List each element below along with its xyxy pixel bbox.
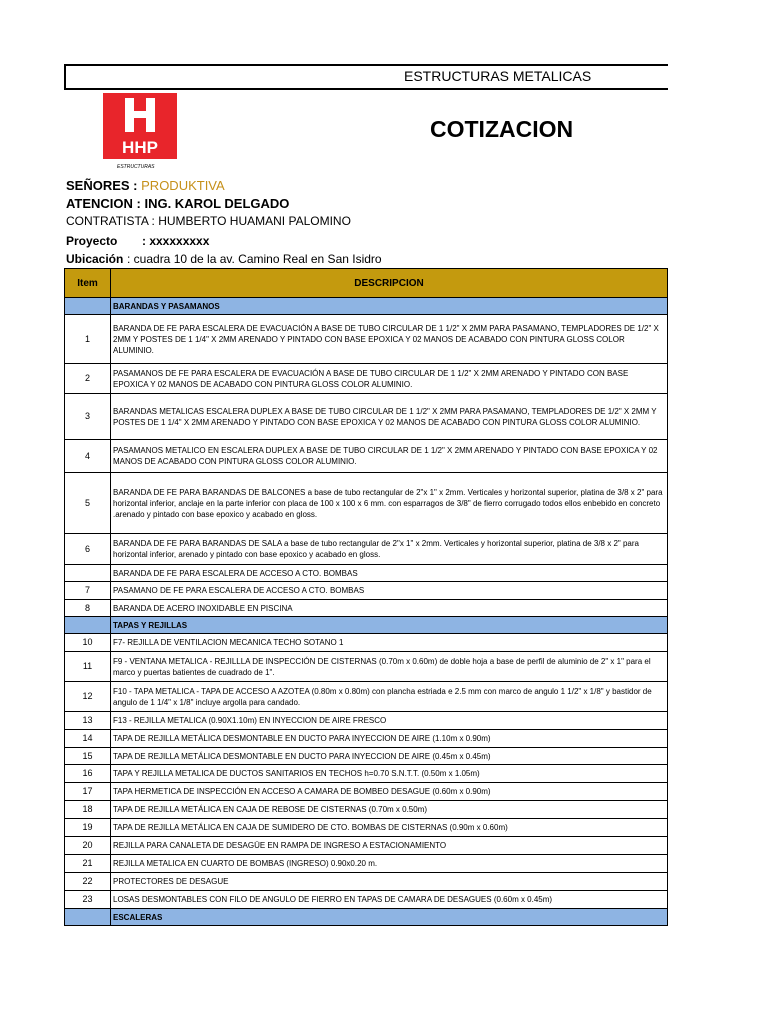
client-line bbox=[66, 178, 225, 193]
item-number: 2 bbox=[65, 364, 111, 394]
item-number: 7 bbox=[65, 582, 111, 600]
item-number: 13 bbox=[65, 712, 111, 730]
item-number: 1 bbox=[65, 315, 111, 364]
item-description: TAPA DE REJILLA METÁLICA EN CAJA DE REBOSE DE CISTERNAS (0.70m x 0.50m) bbox=[111, 801, 668, 819]
table-row bbox=[65, 682, 668, 712]
item-description: BARANDA DE FE PARA ESCALERA DE EVACUACIÓN A BASE DE TUBO CIRCULAR DE 1 1/2" X 2MM PARA PASAMANO, TEMPLADORES DE 1/2" X 2MM Y POSTES DE 1 1/4" X 2MM ARENADO Y PINTADO CON BASE EPOXICA Y 02 MANOS DE ACABADO CON PINTURA GLOSS COLOR ALUMINIO. bbox=[111, 315, 668, 364]
section-label: BARANDAS Y PASAMANOS bbox=[111, 298, 668, 315]
table-row bbox=[65, 582, 668, 600]
item-description: F10 - TAPA METALICA - TAPA DE ACCESO A AZOTEA (0.80m x 0.80m) con plancha estriada e 2.5 mm con marco de angulo 1 1/2" x 1/8" y bastidor de angulo de 1 1/4" x 1/8" incluye argolla para candado. bbox=[111, 682, 668, 712]
client-name: PRODUKTIVA bbox=[141, 178, 225, 193]
item-number: 12 bbox=[65, 682, 111, 712]
item-number: 17 bbox=[65, 783, 111, 801]
item-description: TAPA Y REJILLA METALICA DE DUCTOS SANITARIOS EN TECHOS h=0.70 S.N.T.T. (0.50m x 1.05m) bbox=[111, 765, 668, 783]
hhp-logo bbox=[103, 93, 177, 159]
table-row bbox=[65, 565, 668, 582]
item-number: 6 bbox=[65, 534, 111, 565]
item-number: 15 bbox=[65, 748, 111, 765]
item-number: 14 bbox=[65, 730, 111, 748]
item-number: 19 bbox=[65, 819, 111, 837]
table-row bbox=[65, 855, 668, 873]
section-row-escaleras bbox=[65, 909, 668, 926]
table-row bbox=[65, 765, 668, 783]
item-number: 11 bbox=[65, 652, 111, 682]
table-row bbox=[65, 440, 668, 473]
item-number: 3 bbox=[65, 394, 111, 440]
item-description: F13 - REJILLA METALICA (0.90X1.10m) EN INYECCION DE AIRE FRESCO bbox=[111, 712, 668, 730]
item-description: BARANDA DE FE PARA ESCALERA DE ACCESO A CTO. BOMBAS bbox=[111, 565, 668, 582]
item-description: BARANDA DE ACERO INOXIDABLE EN PISCINA bbox=[111, 600, 668, 617]
item-description: LOSAS DESMONTABLES CON FILO DE ANGULO DE FIERRO EN TAPAS DE CAMARA DE DESAGUES (0.60m x 0.45m) bbox=[111, 891, 668, 909]
item-number: 8 bbox=[65, 600, 111, 617]
client-label: SEÑORES : bbox=[66, 178, 138, 193]
item-number: 18 bbox=[65, 801, 111, 819]
item-description: TAPA HERMETICA DE INSPECCIÓN EN ACCESO A CAMARA DE BOMBEO DESAGUE (0.60m x 0.90m) bbox=[111, 783, 668, 801]
item-number: 21 bbox=[65, 855, 111, 873]
item-number: 20 bbox=[65, 837, 111, 855]
table-row bbox=[65, 891, 668, 909]
table-row bbox=[65, 837, 668, 855]
table-row bbox=[65, 315, 668, 364]
item-description: TAPA DE REJILLA METÁLICA EN CAJA DE SUMIDERO DE CTO. BOMBAS DE CISTERNAS (0.90m x 0.60m) bbox=[111, 819, 668, 837]
item-description: TAPA DE REJILLA METÁLICA DESMONTABLE EN DUCTO PARA INYECCION DE AIRE (1.10m x 0.90m) bbox=[111, 730, 668, 748]
item-description: REJILLA PARA CANALETA DE DESAGÜE EN RAMPA DE INGRESO A ESTACIONAMIENTO bbox=[111, 837, 668, 855]
item-number: 23 bbox=[65, 891, 111, 909]
item-number: 4 bbox=[65, 440, 111, 473]
project-label: Proyecto bbox=[66, 234, 118, 248]
item-number bbox=[65, 565, 111, 582]
table-row bbox=[65, 394, 668, 440]
header-banner bbox=[64, 64, 668, 90]
quotation-table bbox=[64, 268, 668, 926]
document-title: COTIZACION bbox=[430, 116, 574, 142]
table-row bbox=[65, 600, 668, 617]
item-description: TAPA DE REJILLA METÁLICA DESMONTABLE EN DUCTO PARA INYECCION DE AIRE (0.45m x 0.45m) bbox=[111, 748, 668, 765]
attention-line: ATENCION : ING. KAROL DELGADO bbox=[66, 196, 290, 211]
table-row bbox=[65, 730, 668, 748]
logo-subtext: ESTRUCTURAS bbox=[117, 164, 155, 170]
item-number: 10 bbox=[65, 634, 111, 652]
item-description: PROTECTORES DE DESAGUE bbox=[111, 873, 668, 891]
table-row bbox=[65, 748, 668, 765]
item-number: 16 bbox=[65, 765, 111, 783]
table-row bbox=[65, 801, 668, 819]
item-description: PASAMANOS DE FE PARA ESCALERA DE EVACUACIÓN A BASE DE TUBO CIRCULAR DE 1 1/2" X 2MM ARENADO Y PINTADO CON BASE EPOXICA Y 02 MANOS DE ACABADO CON PINTURA GLOSS COLOR ALUMINIO. bbox=[111, 364, 668, 394]
table-row bbox=[65, 873, 668, 891]
description-column-header: DESCRIPCION bbox=[111, 269, 668, 298]
item-description: F9 - VENTANA METALICA - REJILLLA DE INSPECCIÓN DE CISTERNAS (0.70m x 0.60m) de doble hoja a base de perfil de aluminio de 2" x 1" para el marco y puertas batientes de cuadrado de 1". bbox=[111, 652, 668, 682]
table-row bbox=[65, 712, 668, 730]
logo-text: HHP bbox=[122, 138, 158, 157]
section-row-barandas bbox=[65, 298, 668, 315]
table-header-row bbox=[65, 269, 668, 298]
item-description: PASAMANOS METALICO EN ESCALERA DUPLEX A BASE DE TUBO CIRCULAR DE 1 1/2" X 2MM ARENADO Y PINTADO CON BASE EPOXICA Y 02 MANOS DE ACABADO CON PINTURA GLOSS COLOR ALUMINIO. bbox=[111, 440, 668, 473]
location-value: : cuadra 10 de la av. Camino Real en San Isidro bbox=[127, 252, 382, 266]
section-label: TAPAS Y REJILLAS bbox=[111, 617, 668, 634]
table-row bbox=[65, 783, 668, 801]
item-number: 22 bbox=[65, 873, 111, 891]
item-number: 5 bbox=[65, 473, 111, 534]
table-row bbox=[65, 634, 668, 652]
table-row bbox=[65, 652, 668, 682]
section-label: ESCALERAS bbox=[111, 909, 668, 926]
table-row bbox=[65, 819, 668, 837]
item-description: F7- REJILLA DE VENTILACION MECANICA TECHO SOTANO 1 bbox=[111, 634, 668, 652]
section-row-tapas bbox=[65, 617, 668, 634]
table-row bbox=[65, 534, 668, 565]
table-row bbox=[65, 473, 668, 534]
location-label: Ubicación bbox=[66, 252, 124, 266]
item-description: REJILLA METALICA EN CUARTO DE BOMBAS (INGRESO) 0.90x0.20 m. bbox=[111, 855, 668, 873]
table-row bbox=[65, 364, 668, 394]
item-description: BARANDA DE FE PARA BARANDAS DE BALCONES a base de tubo rectangular de 2"x 1" x 2mm. Verticales y horizontal superior, platina de 3/8 x 2" para horizontal inferior, anclaje en la parte inferior con placa de 100 x 100 x 6 mm. con esparragos de 3/8" de fierro corrugado todos ellos enbebido en concreto .arenado y pintado con base epoxico y acabado en gloss. bbox=[111, 473, 668, 534]
contractor-line: CONTRATISTA : HUMBERTO HUAMANI PALOMINO bbox=[66, 214, 351, 228]
project-value: : xxxxxxxxx bbox=[142, 234, 210, 248]
item-description: PASAMANO DE FE PARA ESCALERA DE ACCESO A CTO. BOMBAS bbox=[111, 582, 668, 600]
item-description: BARANDAS METALICAS ESCALERA DUPLEX A BASE DE TUBO CIRCULAR DE 1 1/2" X 2MM PARA PASAMANO, TEMPLADORES DE 1/2" X 2MM Y POSTES DE 1 1/4" X 2MM ARENADO Y PINTADO CON BASE EPOXICA Y 02 MANOS DE ACABADO CON PINTURA GLOSS COLOR ALUMINIO. bbox=[111, 394, 668, 440]
banner-title: ESTRUCTURAS METALICAS bbox=[404, 68, 592, 84]
item-column-header: Item bbox=[65, 269, 111, 298]
item-description: BARANDA DE FE PARA BARANDAS DE SALA a base de tubo rectangular de 2"x 1" x 2mm. Verticales y horizontal superior, platina de 3/8 x 2" para horizontal inferior, arenado y pintado con base epoxico y acabado en gloss. bbox=[111, 534, 668, 565]
